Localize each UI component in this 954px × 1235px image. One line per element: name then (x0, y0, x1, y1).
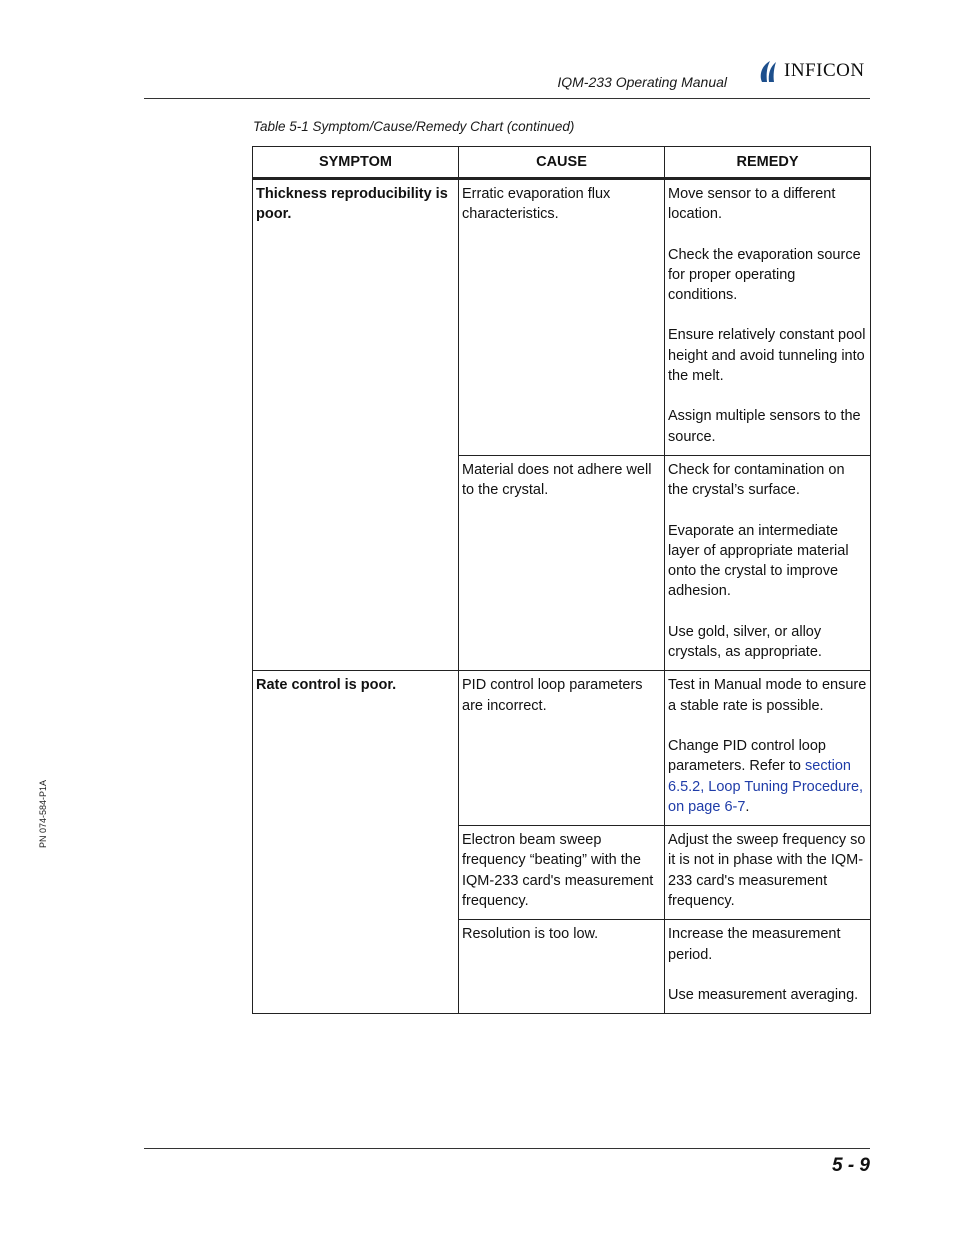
table-header-row (253, 147, 871, 179)
cause-cell: Material does not adhere well to the crystal. (459, 455, 665, 670)
remedy-text: Evaporate an intermediate layer of appropriate material onto the crystal to improve adhesion. (668, 522, 849, 600)
remedy-text: Check the evaporation source for proper operating conditions. (668, 246, 861, 304)
symptom-cell: Rate control is poor. (253, 671, 459, 1014)
remedy-text: Check for contamination on the crystal’s surface. (668, 461, 845, 499)
remedy-text: Adjust the sweep frequency so it is not in phase with the IQM-233 card's measurement frequency. (668, 832, 866, 910)
remedy-text: Test in Manual mode to ensure a stable rate is possible. (668, 677, 867, 714)
header-rule (144, 98, 870, 99)
remedy-text-suffix: . (745, 798, 750, 815)
table-row (253, 671, 871, 826)
page-number: 5 - 9 (831, 1155, 870, 1176)
table-caption: Table 5-1 Symptom/Cause/Remedy Chart (continued) (253, 119, 575, 134)
footer-rule (144, 1148, 870, 1149)
cause-cell: Resolution is too low. (459, 920, 665, 1014)
remedy-text: Use measurement averaging. (668, 986, 859, 1003)
column-header-cause: CAUSE (459, 147, 665, 179)
symptom-cell: Thickness reproducibility is poor. (253, 179, 459, 671)
column-header-symptom: SYMPTOM (253, 147, 459, 179)
inficon-logo (758, 58, 865, 84)
cause-cell: PID control loop parameters are incorrect. (459, 671, 665, 826)
remedy-text: Use gold, silver, or alloy crystals, as appropriate. (668, 623, 822, 661)
section-6-5-2-link[interactable]: section 6.5.2, Loop Tuning Procedure, on page 6-7 (668, 758, 864, 815)
remedy-cell (665, 179, 871, 456)
remedy-cell (665, 920, 871, 1014)
remedy-text: Move sensor to a different location. (668, 186, 836, 223)
remedy-cell (665, 826, 871, 920)
remedy-text-prefix: Change PID control loop parameters. Refer to (668, 737, 826, 775)
column-header-remedy: REMEDY (665, 147, 871, 179)
remedy-cell (665, 671, 871, 826)
inficon-logo-icon (758, 58, 782, 84)
manual-title: IQM-233 Operating Manual (557, 74, 727, 90)
remedy-cell (665, 455, 871, 670)
remedy-text: Increase the measurement period. (668, 926, 841, 963)
remedy-text: Ensure relatively constant pool height and avoid tunneling into the melt. (668, 327, 866, 385)
cause-cell: Electron beam sweep frequency “beating” with the IQM-233 card's measurement frequency. (459, 826, 665, 920)
side-part-number: PN 074-584-P1A (38, 779, 48, 848)
symptom-cause-remedy-table (252, 146, 871, 1014)
cause-cell: Erratic evaporation flux characteristics. (459, 179, 665, 456)
remedy-text: Assign multiple sensors to the source. (668, 408, 861, 445)
logo-wordmark: INFICON (784, 60, 865, 81)
remedy-text-with-link (668, 736, 868, 817)
table-row (253, 179, 871, 456)
